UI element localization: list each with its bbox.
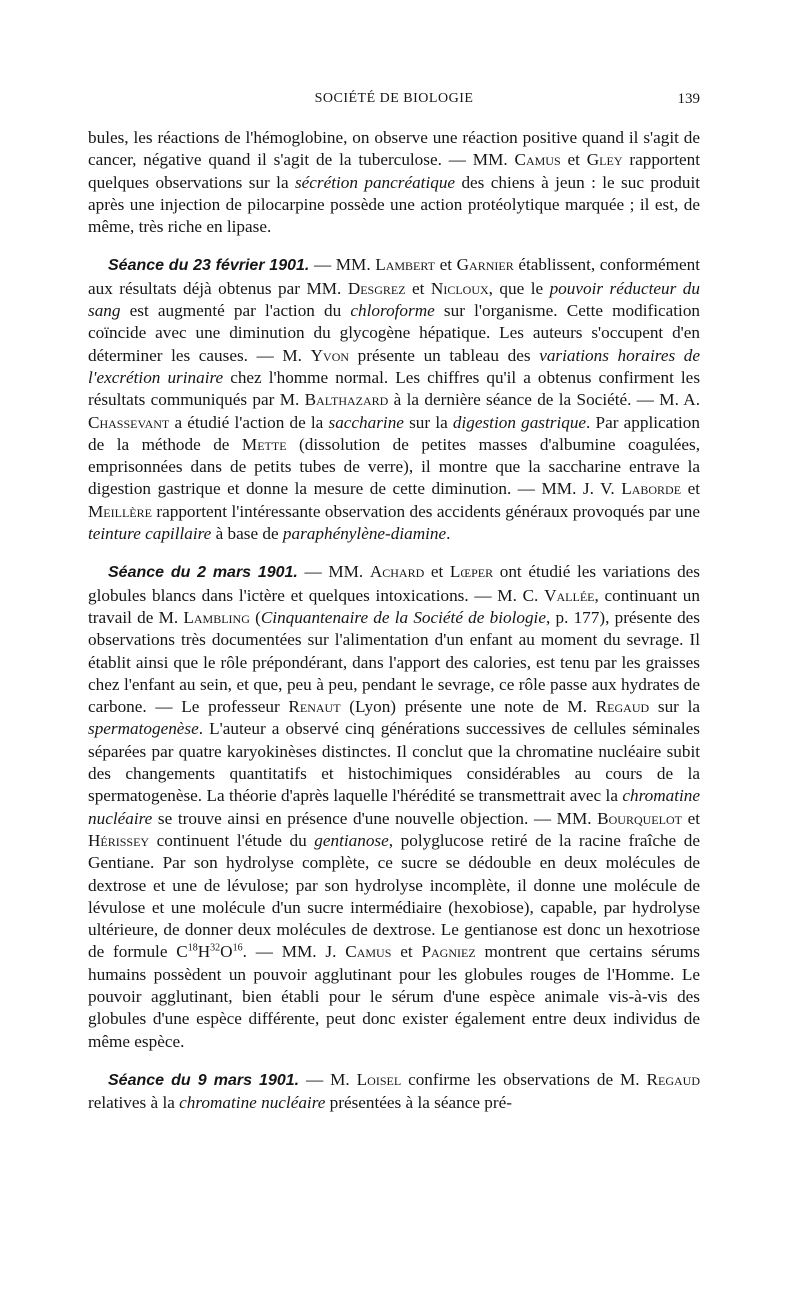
text-run: présente un tableau des [349,345,540,365]
text-run: continuent l'étude du [149,830,315,850]
superscript: 16 [232,942,243,954]
author-name: Renaut [288,697,341,717]
italic-term: teinture capillaire [88,524,212,544]
text-run: et [560,150,587,170]
italic-term: chromatine nucléaire [88,786,700,828]
author-name: Garnier [456,255,514,275]
author-name: Gley [586,150,623,170]
text-run: montrent que certains sérums humains possèdent un pouvoir agglutinant pour les globules rouges de l'Homme. Le pouvoir agglutinant, bien établi pour le sérum d'une espèce animale vis-à-vis des globules d'une espèce différente, peut donc exister également entre deux individus de même espèce. [88,942,700,1051]
text-run: relatives à la [88,1093,180,1113]
text-run: et [391,942,422,962]
text-run: établissent, conformément aux résultats déjà obtenus par MM. [88,255,700,298]
text-run: est augmenté par l'action du [120,301,351,321]
italic-term: paraphénylène-diamine [282,524,447,544]
text-run: confirme les observations de M. [401,1069,647,1089]
text-run: H [197,942,211,962]
italic-term: chromatine nucléaire [179,1093,326,1113]
text-run: se trouve ainsi en présence d'une nouvelle objection. — MM. [152,808,598,828]
text-run: ( [249,607,261,627]
author-name: Camus [514,150,561,170]
italic-term: gentianose [314,830,389,850]
italic-term: spermatogenèse [88,719,199,739]
text-run: . L'auteur a observé cinq générations successives de cellules séminales séparées par quatre karyokinèses distinctes. Il conclut que la chromatine nucléaire subit des changements quantitatifs et histochimiques considérables au cours de la spermatogenèse. La théorie d'après laquelle l'hérédité se transmettrait avec la [88,719,700,806]
italic-term: chloroforme [350,301,435,321]
text-run: , continuant un travail de M. [88,585,700,627]
text-run: et [424,562,450,582]
italic-term: saccharine [328,412,404,432]
running-head-title: SOCIÉTÉ DE BIOLOGIE [314,91,474,106]
text-run: . [446,524,451,544]
text-run: . Par application de la méthode de [88,412,700,454]
text-run: à la dernière séance de la Société. — M. A. [388,390,700,410]
text-run: , que le [488,278,550,298]
text-run: (dissolution de petites masses d'albumine coagulées, emprisonnées dans de petits tubes de verre), il montre que la saccharine entrave la digestion gastrique et donne la mesure de cette diminution. — MM. J. V. [88,434,700,499]
author-name: Nicloux [430,278,489,298]
page-number: 139 [677,91,700,107]
running-head [88,91,700,115]
session-heading: Séance du 23 février 1901. [108,257,310,275]
text-run: — MM. [297,562,370,582]
paragraph-seance-9-mars [88,1069,700,1115]
text-run: , polyglucose retiré de la racine fraîche de Gentiane. Par son hydrolyse complète, ce sucre se dédouble en deux molécules de dextrose et une de lévulose; par son hydrolyse incomplète, il donne une molécule de lévulose et une molécule d'un sucre intermédiaire (hexobiose), capable, par hydrolyse ultérieure, de donner deux molécules de dextrose. Le gentianose est donc un hexotriose de formule C [88,830,700,962]
text-run: a étudié l'action de la [169,412,329,432]
page-body [88,127,700,1114]
text-run: rapportent quelques observations sur la [88,150,700,192]
author-name: Mette [241,434,287,454]
author-name: Lœper [449,562,494,582]
text-run: à base de [211,524,283,544]
text-run: sur la [403,412,453,432]
text-run: sur la [649,697,700,717]
session-heading: Séance du 2 mars 1901. [108,564,298,582]
text-run: rapportent l'intéressante observation des accidents généraux provoqués par une [151,501,700,521]
author-name: Bourquelot [597,808,682,828]
author-name: Regaud [646,1069,701,1089]
italic-term: Cinquantenaire de la Société de biologie [260,607,546,627]
author-name: Lambert [375,255,436,275]
author-name: Chassevant [88,412,170,432]
text-run: (Lyon) présente une note de M. [340,697,596,717]
author-name: Lambling [183,607,250,627]
author-name: Pagniez [421,942,476,962]
author-name: Meillère [88,501,152,521]
italic-term: digestion gastrique [452,412,587,432]
text-run: présentées à la séance pré- [325,1093,512,1113]
text-run: ont étudié les variations des globules blancs dans l'ictère et quelques intoxications. — M. C. [88,562,700,605]
italic-term: sécrétion pancréatique [294,172,456,192]
superscript: 18 [187,942,198,954]
text-run: — M. [299,1069,357,1089]
author-name: Camus [345,942,392,962]
paragraph-continued [88,127,700,238]
author-name: Yvon [310,345,350,365]
paragraph-seance-23-fevrier [88,254,700,545]
text-run: et [681,808,700,828]
text-run: bules, les réactions de l'hémoglobine, on observe une réaction positive quand il s'agit de cancer, négative quand il s'agit de la tuberculose. — MM. [88,128,700,170]
text-run: des chiens à jeun : le suc produit après une injection de pilocarpine possède une action protéolytique marquée ; il est, de même, très riche en lipase. [88,172,700,237]
author-name: Balthazard [304,390,389,410]
text-run: et [681,479,700,499]
session-heading: Séance du 9 mars 1901. [108,1071,300,1089]
author-name: Achard [369,562,425,582]
text-run: et [435,255,457,275]
paragraph-seance-2-mars [88,561,700,1053]
text-run: et [405,278,431,298]
author-name: Vallée [544,585,595,605]
superscript: 32 [210,942,221,954]
author-name: Hérissey [88,830,150,850]
author-name: Laborde [621,479,682,499]
author-name: Regaud [595,697,650,717]
text-run: sur l'organisme. Cette modification coïncide avec une diminution du glycogène hépatique. Les auteurs s'occupent d'en déterminer les causes. — M. [88,301,701,365]
text-run: O [220,942,233,962]
text-run: . — MM. J. [242,942,346,962]
author-name: Loisel [356,1069,402,1089]
text-run: , p. 177), présente des observations très documentées sur l'alimentation d'un enfant au moment du sevrage. Il établit ainsi que le rôle prépondérant, dans l'apport des calories, est tenu par les graisses chez l'enfant au sein, et que, peu à peu, pendant le sevrage, ce rôle passe aux hydrates de carbone. — Le professeur [88,607,700,717]
italic-term: pouvoir réducteur du sang [88,278,700,321]
italic-term: variations horaires de l'excrétion urinaire [88,345,701,387]
text-run: chez l'homme normal. Les chiffres qu'il a obtenus confirment les résultats communiqués par M. [88,367,701,410]
text-run: — MM. [309,255,376,275]
author-name: Desgrez [347,278,406,298]
